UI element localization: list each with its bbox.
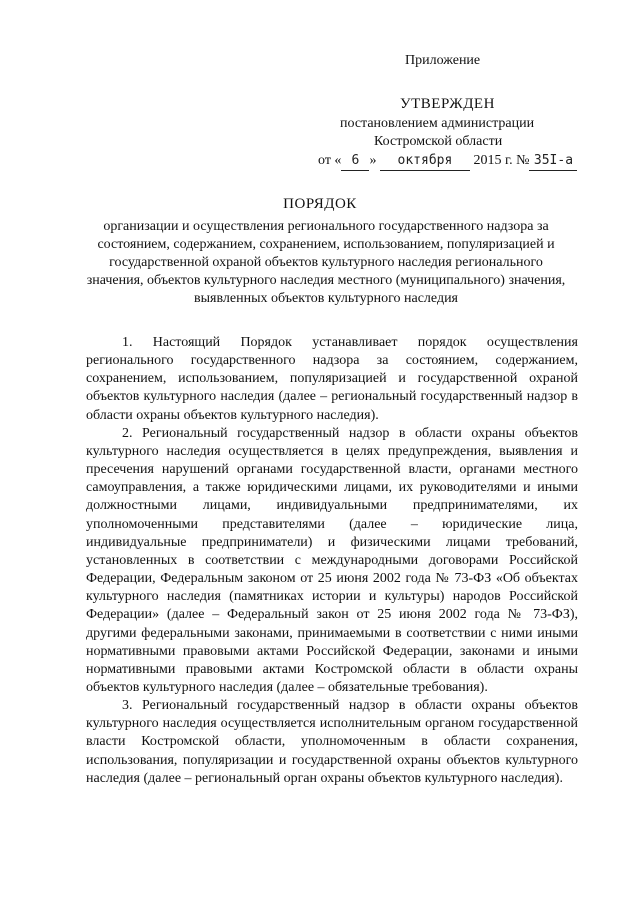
appendix-label: Приложение	[405, 53, 481, 68]
paragraph-1: 1. Настоящий Порядок устанавливает порядок осуществления регионального государственного надзора за состоянием, содержанием, сохранением, использованием, популяризацией и государственной охраной объектов культурного наследия (далее – региональный государственный надзор в области охраны объектов культурного наследия).	[86, 335, 578, 423]
paragraph-3: 3. Региональный государственный надзор в области охраны объектов культурного наследия осуществляется исполнительным органом государственной власти Костромской области, уполномоченным в области сохранения, использования, популяризации и государственной охраны объектов культурного наследия (далее – региональный орган охраны объектов культурного наследия).	[86, 698, 578, 786]
document-body	[86, 334, 578, 788]
approved-by-line1: постановлением администрации	[340, 116, 535, 131]
paragraph-2: 2. Региональный государственный надзор в области охраны объектов культурного наследия осуществляется в целях предупреждения, выявления и пресечения нарушений органами государственной власти, органами местного самоуправления, а также юридическими лицами, их руководителями и иными должностными лицами, индивидуальными предпринимателями, их уполномоченными представителями (далее – юридические лица, индивидуальные предприниматели) и физическими лицами требований, установленных в соответствии с международными договорами Российской Федерации, Федеральным законом от 25 июня 2002 года № 73-ФЗ «Об объектах культурного наследия (памятниках истории и культуры) народов Российской Федерации» (далее – Федеральный закон от 25 июня 2002 года № 73-ФЗ), другими федеральными законами, принимаемыми в соответствии с ними иными нормативными правовыми актами Российской Федерации, законами и иными нормативными правовыми актами Костромской области в области охраны объектов культурного наследия (далее – обязательные требования).	[86, 425, 578, 695]
decree-year: 2015 г. №	[473, 153, 530, 168]
date-mid: »	[369, 153, 377, 168]
document-title: ПОРЯДОК	[283, 196, 357, 212]
decree-date-line	[318, 152, 628, 171]
date-prefix: от «	[318, 153, 342, 168]
decree-month: октября	[380, 152, 470, 171]
decree-day: 6	[341, 152, 369, 171]
approval-block	[318, 95, 628, 171]
approved-by-line2: Костромской области	[374, 134, 503, 149]
document-subtitle: организации и осуществления регионального государственного надзора за состоянием, содержанием, сохранением, использованием, популяризацией и государственной охраной объектов культурного наследия регионального значения, объектов культурного наследия местного (муниципального) значения, выявленных объектов культурного наследия	[86, 219, 566, 306]
approved-title: УТВЕРЖДЕН	[400, 96, 495, 112]
decree-number: 35I-а	[529, 152, 577, 171]
